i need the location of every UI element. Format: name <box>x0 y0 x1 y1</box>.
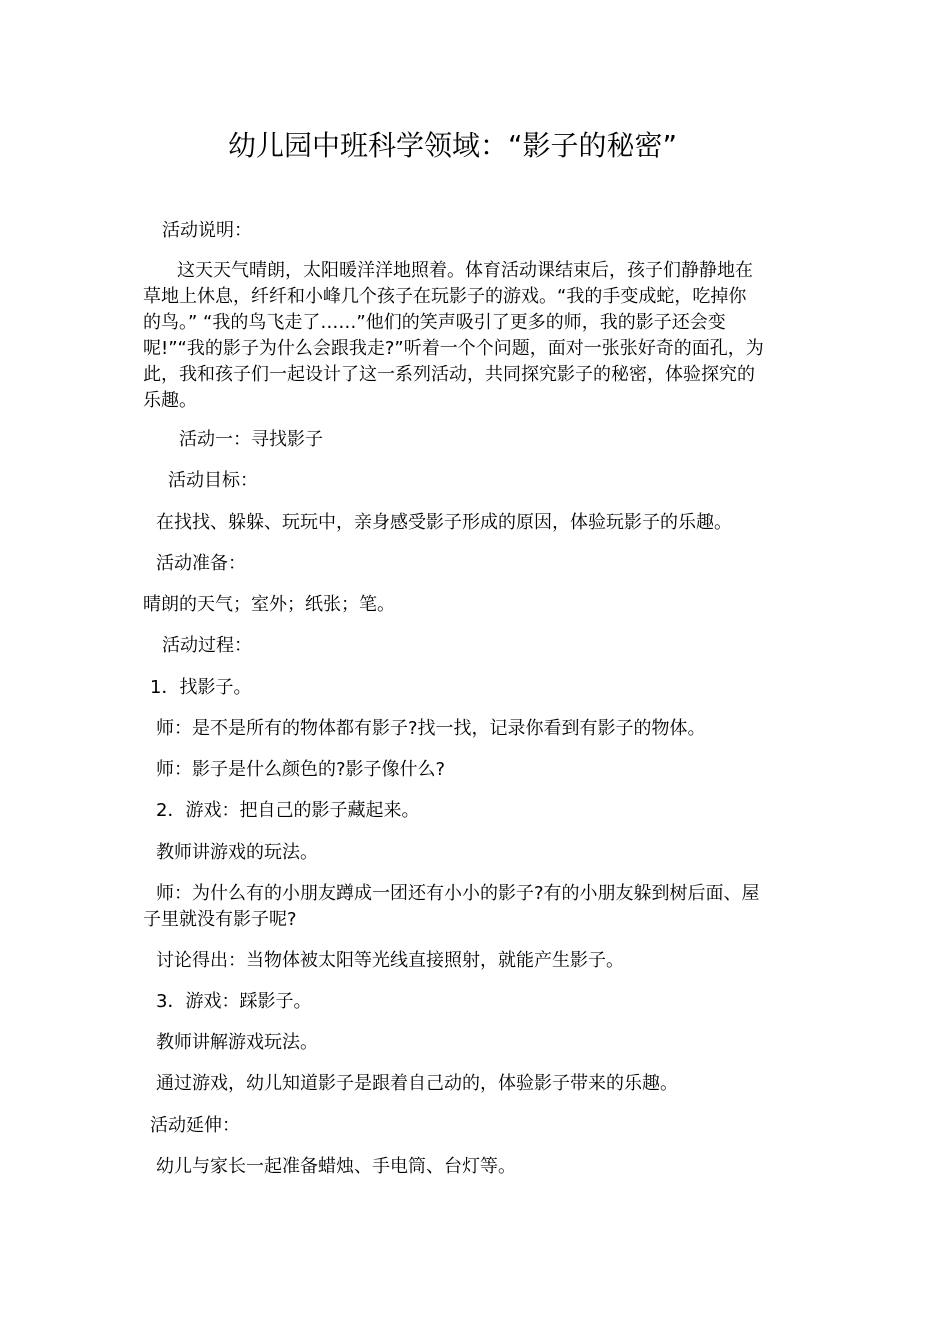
extension-text: 幼儿与家长一起准备蜡烛、手电筒、台灯等。 <box>156 1156 516 1177</box>
intro-paragraph <box>143 258 815 414</box>
intro-line: 的鸟。” “我的鸟飞走了……”他们的笑声吸引了更多的师，我的影子还会变 <box>143 312 726 333</box>
step-three-result: 通过游戏，幼儿知道影子是跟着自己动的，体验影子带来的乐趣。 <box>156 1073 678 1094</box>
heading-activity-goal: 活动目标： <box>168 470 258 491</box>
step-one-teacher-question-2: 师：影子是什么颜色的?影子像什么? <box>156 759 446 780</box>
heading-activity-extension: 活动延伸： <box>150 1115 240 1136</box>
intro-line: 草地上休息，纤纤和小峰几个孩子在玩影子的游戏。“我的手变成蛇，吃掉你 <box>143 286 747 307</box>
prep-text: 晴朗的天气；室外；纸张；笔。 <box>143 594 395 615</box>
step-one-teacher-question-1: 师：是不是所有的物体都有影子?找一找，记录你看到有影子的物体。 <box>156 718 706 739</box>
intro-line: 乐趣。 <box>143 390 197 411</box>
step-two-conclusion: 讨论得出：当物体被太阳等光线直接照射，就能产生影子。 <box>156 950 624 971</box>
step-three-explain: 教师讲解游戏玩法。 <box>156 1032 318 1053</box>
intro-line: 呢!”“我的影子为什么会跟我走?”听着一个个问题，面对一张张好奇的面孔，为 <box>143 338 764 359</box>
step-two-teacher-question-line2: 子里就没有影子呢? <box>143 909 297 930</box>
step-two-teacher-question-line1: 师：为什么有的小朋友蹲成一团还有小小的影子?有的小朋友躲到树后面、屋 <box>156 883 760 904</box>
heading-activity-description: 活动说明： <box>162 220 252 241</box>
heading-activity-one: 活动一：寻找影子 <box>179 429 323 450</box>
step-three: 3．游戏：踩影子。 <box>156 991 312 1012</box>
step-one: 1．找影子。 <box>150 677 252 698</box>
heading-activity-prep: 活动准备： <box>156 553 246 574</box>
document-title: 幼儿园中班科学领域：“影子的秘密” <box>227 129 677 162</box>
intro-line: 此，我和孩子们一起设计了这一系列活动，共同探究影子的秘密，体验探究的 <box>143 364 755 385</box>
goal-text: 在找找、躲躲、玩玩中，亲身感受影子形成的原因，体验玩影子的乐趣。 <box>156 512 732 533</box>
heading-activity-process: 活动过程： <box>162 635 252 656</box>
step-two-explain: 教师讲游戏的玩法。 <box>156 842 318 863</box>
intro-line: 这天天气晴朗，太阳暖洋洋地照着。体育活动课结束后，孩子们静静地在 <box>177 260 753 281</box>
step-two: 2．游戏：把自己的影子藏起来。 <box>156 800 420 821</box>
